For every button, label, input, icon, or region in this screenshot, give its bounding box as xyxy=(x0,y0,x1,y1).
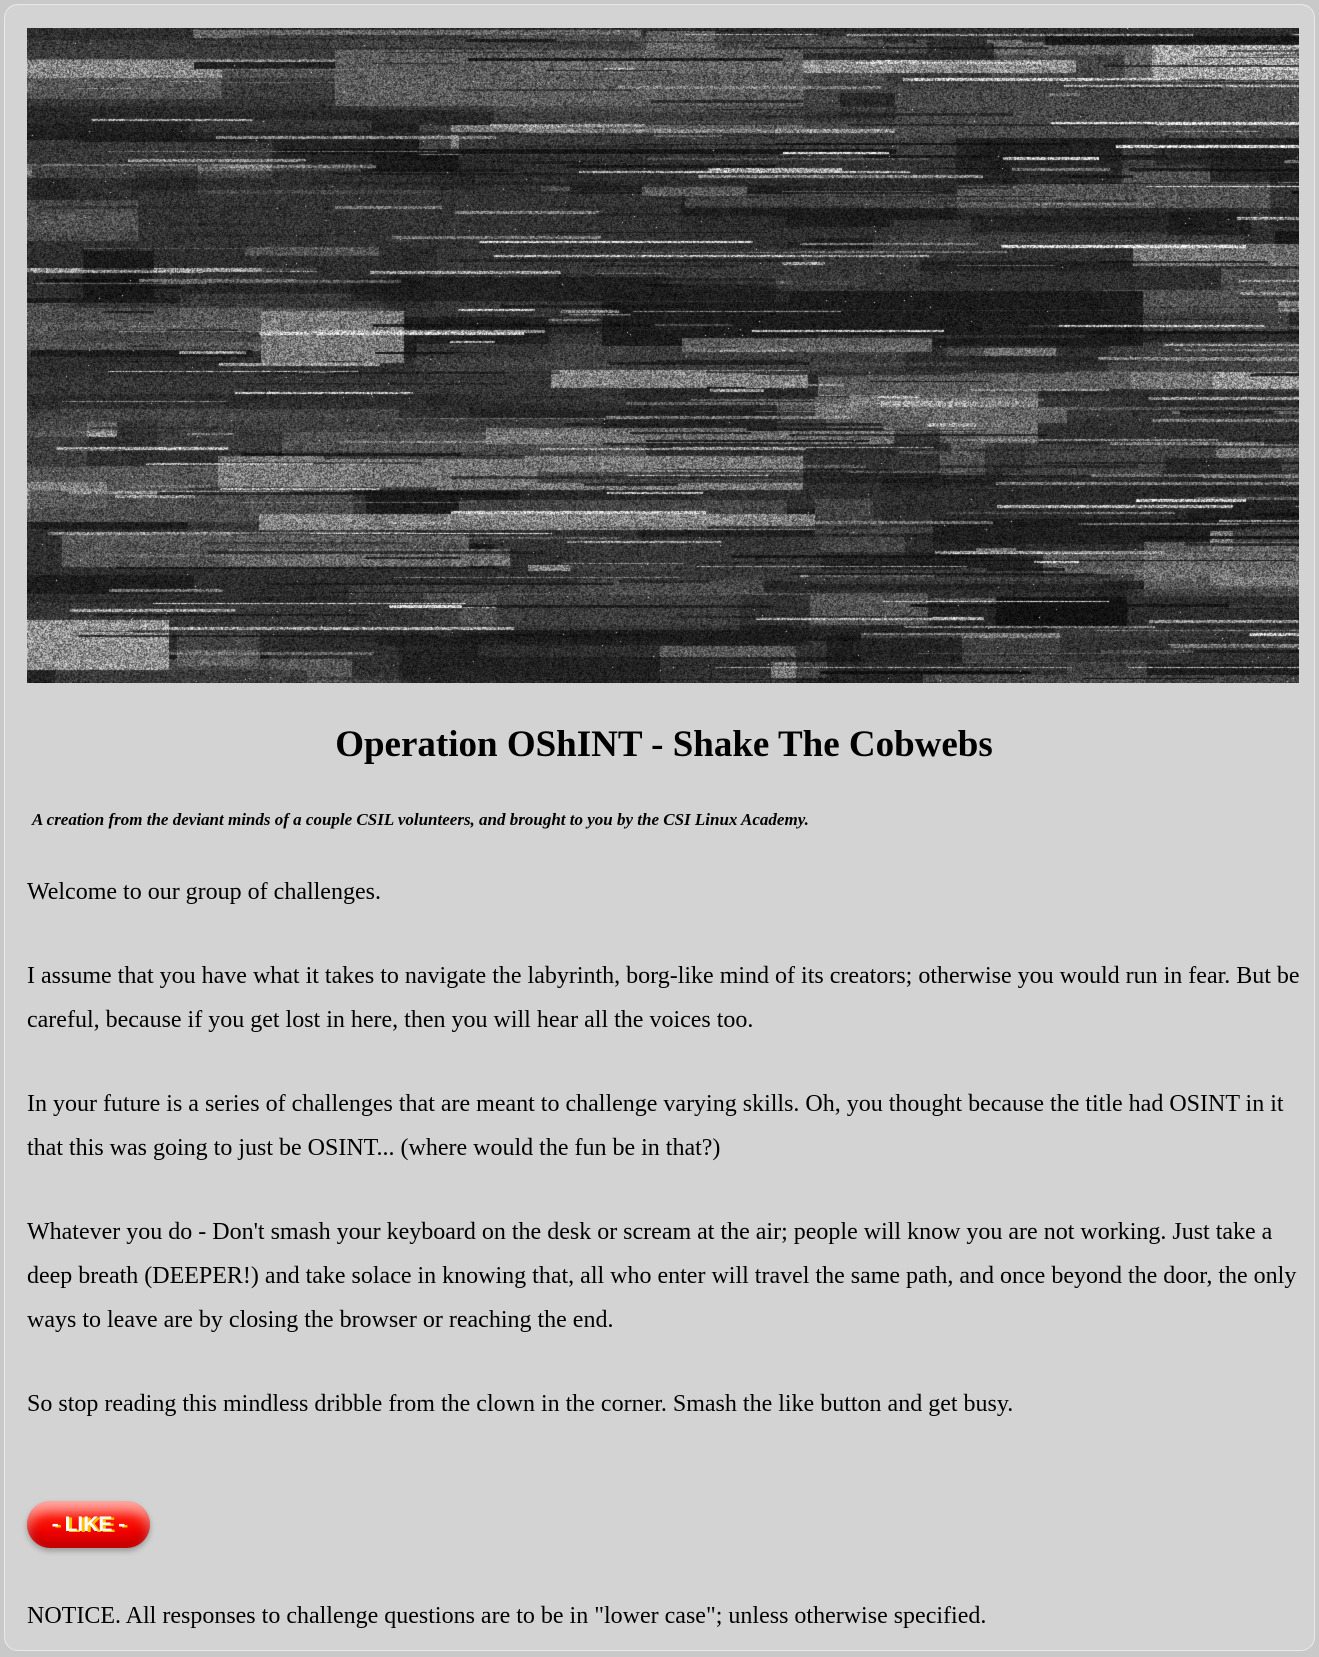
subtitle: A creation from the deviant minds of a couple CSIL volunteers, and brought to you by the CSI Linux Academy. xyxy=(32,810,809,829)
paragraph-labyrinth: I assume that you have what it takes to navigate the labyrinth, borg-like mind of its creators; otherwise you would run in fear. But be careful, because if you get lost in here, then you will hear all the voices too. xyxy=(27,963,1300,1033)
paragraph-whatever-you-do: Whatever you do - Don't smash your keyboard on the desk or scream at the air; people will know you are not working. Just take a deep breath (DEEPER!) and take solace in knowing that, all who enter will travel the same path, and once beyond the door, the only ways to leave are by closing the browser or reaching the end. xyxy=(27,1219,1297,1333)
page-title: Operation OShINT - Shake The Cobwebs xyxy=(335,724,993,765)
notice-text: NOTICE. All responses to challenge questions are to be in "lower case"; unless otherwise specified. xyxy=(27,1603,987,1629)
paragraph-stop-reading: So stop reading this mindless dribble from the clown in the corner. Smash the like button and get busy. xyxy=(27,1391,1014,1417)
paragraph-welcome: Welcome to our group of challenges. xyxy=(27,879,381,905)
paragraph-challenges: In your future is a series of challenges that are meant to challenge varying skills. Oh, you thought because the title had OSINT in it that this was going to just be OSINT... (where would the fun be in that?) xyxy=(27,1091,1284,1161)
like-button[interactable]: - LIKE - xyxy=(27,1501,150,1548)
page-container xyxy=(4,4,1315,1651)
glitch-noise-image xyxy=(27,28,1299,683)
